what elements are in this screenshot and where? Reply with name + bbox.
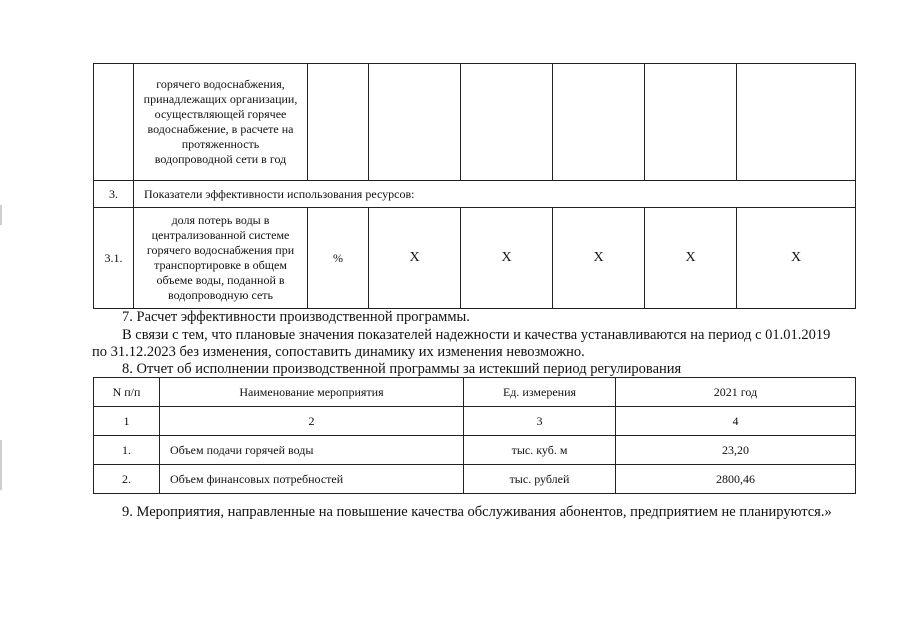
table-row (94, 465, 856, 494)
value-cell: 23,20 (616, 436, 856, 465)
section-7-text-line2: по 31.12.2023 без изменения, сопоставить динамику их изменения невозможно. (92, 344, 585, 360)
unit-cell: % (308, 208, 369, 309)
activity-name: Объем подачи горячей воды (160, 436, 464, 465)
column-number: 4 (616, 407, 856, 436)
indicator-description: доля потерь воды в централизованной системе горячего водоснабжения при транспортировке в общем объеме воды, поданной в водопроводную сеть (134, 208, 308, 309)
table-cell (461, 64, 553, 181)
table-cell (94, 64, 134, 181)
scan-margin-mark (0, 205, 2, 225)
section-title: Показатели эффективности использования ресурсов: (134, 181, 856, 208)
section-8-heading: 8. Отчет об исполнении производственной программы за истекший период регулирования (122, 361, 682, 377)
column-header: N п/п (94, 378, 160, 407)
table-cell (645, 64, 737, 181)
value-cell: X (461, 208, 553, 309)
table-row (94, 436, 856, 465)
value-cell: X (369, 208, 461, 309)
scan-margin-mark (0, 440, 2, 490)
table-header-row (94, 378, 856, 407)
value-cell: 2800,46 (616, 465, 856, 494)
indicators-table (93, 63, 856, 309)
table-row (94, 208, 856, 309)
table-row (94, 181, 856, 208)
column-header: 2021 год (616, 378, 856, 407)
indicator-description: горячего водоснабжения, принадлежащих организации, осуществляющей горячее водоснабжение, в расчете на протяженность водопроводной сети в год (134, 64, 308, 181)
unit-cell: тыс. куб. м (464, 436, 616, 465)
section-7-heading: 7. Расчет эффективности производственной программы. (122, 309, 470, 325)
column-number: 3 (464, 407, 616, 436)
section-7-text-line1: В связи с тем, что плановые значения показателей надежности и качества устанавливаются на период с 01.01.2019 (122, 327, 831, 343)
row-number: 1. (94, 436, 160, 465)
table-row (94, 64, 856, 181)
column-header: Наименование мероприятия (160, 378, 464, 407)
table-cell (308, 64, 369, 181)
program-report-table (93, 377, 856, 494)
activity-name: Объем финансовых потребностей (160, 465, 464, 494)
table-cell (737, 64, 856, 181)
row-number: 2. (94, 465, 160, 494)
section-9-text: 9. Мероприятия, направленные на повышение качества обслуживания абонентов, предприятием не планируются.» (122, 504, 832, 520)
row-number: 3.1. (94, 208, 134, 309)
section-number: 3. (94, 181, 134, 208)
value-cell: X (645, 208, 737, 309)
column-header: Ед. измерения (464, 378, 616, 407)
column-number: 2 (160, 407, 464, 436)
column-number: 1 (94, 407, 160, 436)
unit-cell: тыс. рублей (464, 465, 616, 494)
table-numbering-row (94, 407, 856, 436)
table-cell (553, 64, 645, 181)
value-cell: X (553, 208, 645, 309)
value-cell: X (737, 208, 856, 309)
table-cell (369, 64, 461, 181)
